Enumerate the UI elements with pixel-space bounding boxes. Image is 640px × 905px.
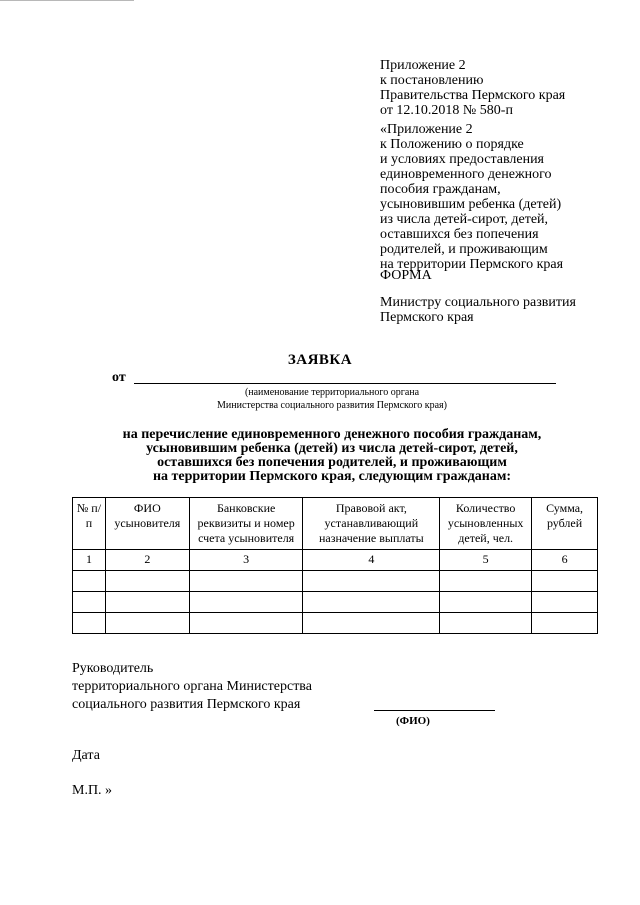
regulation-line: усыновившим ребенка (детей) xyxy=(380,197,562,212)
header-number: № п/п xyxy=(73,498,106,550)
column-number: 4 xyxy=(303,550,440,571)
column-number: 1 xyxy=(73,550,106,571)
table-cell[interactable] xyxy=(73,571,106,592)
addressee xyxy=(380,295,576,325)
date-label: Дата xyxy=(72,748,100,763)
table-cell[interactable] xyxy=(532,592,598,613)
table-cell[interactable] xyxy=(189,592,303,613)
header-legal-act: Правовой акт, устанавливающий назначение выплаты xyxy=(303,498,440,550)
regulation-line: оставшихся без попечения xyxy=(380,227,539,242)
subject-line: усыновившим ребенка (детей) из числа детей-сирот, детей, xyxy=(146,441,518,456)
table-cell[interactable] xyxy=(189,571,303,592)
subject-line: на территории Пермского края, следующим гражданам: xyxy=(152,469,512,484)
regulation-line: «Приложение 2 xyxy=(380,122,473,137)
from-caption xyxy=(0,386,640,412)
table-cell[interactable] xyxy=(440,571,532,592)
table-cell[interactable] xyxy=(303,571,440,592)
request-subject xyxy=(0,428,640,484)
document-title: ЗАЯВКА xyxy=(287,352,353,368)
table-cell[interactable] xyxy=(105,571,189,592)
scan-edge-line xyxy=(0,0,134,1)
regulation-line: единовременного денежного xyxy=(380,167,552,182)
signer-line: социального развития Пермского края xyxy=(72,697,301,712)
regulation-appendix xyxy=(380,122,563,272)
signer-line: Руководитель xyxy=(72,661,154,676)
regulation-line: и условиях предоставления xyxy=(380,152,544,167)
header-children-count: Количество усыновленных детей, чел. xyxy=(440,498,532,550)
table-cell[interactable] xyxy=(303,613,440,634)
recipients-table xyxy=(72,497,598,634)
column-number: 5 xyxy=(440,550,532,571)
from-fill-line[interactable] xyxy=(134,383,556,384)
table-cell[interactable] xyxy=(440,592,532,613)
regulation-line: на территории Пермского края xyxy=(380,257,564,272)
signature-fill-line[interactable] xyxy=(374,710,495,711)
header-bank-details: Банковские реквизиты и номер счета усыновителя xyxy=(189,498,303,550)
regulation-line: из числа детей-сирот, детей, xyxy=(380,212,549,227)
regulation-line: пособия гражданам, xyxy=(380,182,501,197)
table-cell[interactable] xyxy=(73,613,106,634)
signer-block xyxy=(72,660,312,714)
table-cell[interactable] xyxy=(105,592,189,613)
column-number: 6 xyxy=(532,550,598,571)
appendix-line: Приложение 2 xyxy=(380,58,466,73)
table-cell[interactable] xyxy=(189,613,303,634)
regulation-line: к Положению о порядке xyxy=(380,137,524,152)
table-cell[interactable] xyxy=(105,613,189,634)
form-label: ФОРМА xyxy=(380,268,432,283)
signer-line: территориального органа Министерства xyxy=(72,679,312,694)
appendix-line: от 12.10.2018 № 580-п xyxy=(380,103,513,118)
table-cell[interactable] xyxy=(440,613,532,634)
subject-line: оставшихся без попечения родителей, и проживающим xyxy=(157,455,507,470)
from-caption-line: (наименование территориального органа xyxy=(244,387,420,398)
fio-caption: (ФИО) xyxy=(396,715,430,727)
from-label: от xyxy=(112,370,126,385)
subject-line: на перечисление единовременного денежного пособия гражданам, xyxy=(122,427,542,442)
addressee-line: Пермского края xyxy=(380,310,474,325)
table-row xyxy=(73,592,598,613)
table-row xyxy=(73,571,598,592)
header-fio: ФИО усыновителя xyxy=(105,498,189,550)
table-cell[interactable] xyxy=(303,592,440,613)
appendix-header xyxy=(380,58,565,118)
column-number: 3 xyxy=(189,550,303,571)
seal-label: М.П. » xyxy=(72,783,113,798)
addressee-line: Министру социального развития xyxy=(380,295,576,310)
column-number: 2 xyxy=(105,550,189,571)
regulation-line: родителей, и проживающим xyxy=(380,242,548,257)
table-cell[interactable] xyxy=(532,613,598,634)
table-cell[interactable] xyxy=(73,592,106,613)
table-cell[interactable] xyxy=(532,571,598,592)
table-numbering-row xyxy=(73,550,598,571)
appendix-line: Правительства Пермского края xyxy=(380,88,566,103)
table-header-row xyxy=(73,498,598,550)
table-row xyxy=(73,613,598,634)
appendix-line: к постановлению xyxy=(380,73,484,88)
from-caption-line: Министерства социального развития Пермского края) xyxy=(217,400,447,411)
header-amount: Сумма, рублей xyxy=(532,498,598,550)
